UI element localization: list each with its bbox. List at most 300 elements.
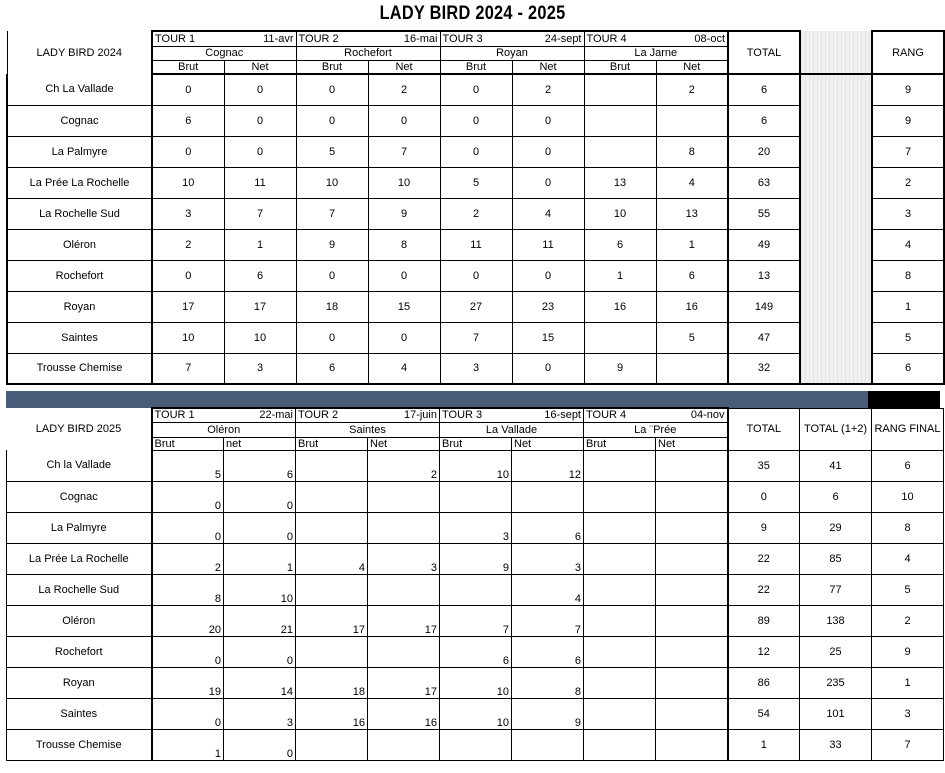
total-cell: 47 — [728, 322, 800, 353]
rang-cell: 9 — [872, 74, 944, 105]
rang-cell: 9 — [872, 105, 944, 136]
score-cell: 27 — [440, 291, 512, 322]
total-cell: 55 — [728, 198, 800, 229]
total-cell: 12 — [728, 636, 800, 667]
score-cell: 17 — [296, 605, 368, 636]
total12-cell: 235 — [800, 667, 872, 698]
score-cell — [440, 574, 512, 605]
score-cell: 2 — [152, 229, 224, 260]
total12-cell: 85 — [800, 543, 872, 574]
score-cell: 1 — [152, 729, 224, 760]
rang-cell: 2 — [872, 167, 944, 198]
total-cell: 13 — [728, 260, 800, 291]
rang-cell: 4 — [872, 229, 944, 260]
brut-label: Brut — [584, 60, 656, 74]
club-name: La Palmyre — [7, 512, 152, 543]
score-cell: 19 — [152, 667, 224, 698]
table-row — [7, 229, 944, 260]
score-cell — [656, 481, 728, 512]
brut-label: Brut — [296, 60, 368, 74]
score-cell: 11 — [512, 229, 584, 260]
total-cell: 149 — [728, 291, 800, 322]
score-cell: 15 — [512, 322, 584, 353]
score-cell: 8 — [512, 667, 584, 698]
score-cell: 0 — [224, 481, 296, 512]
total-cell: 49 — [728, 229, 800, 260]
club-name: Cognac — [7, 105, 152, 136]
club-name: Royan — [7, 667, 152, 698]
score-cell — [296, 729, 368, 760]
score-cell — [584, 322, 656, 353]
score-cell — [584, 698, 656, 729]
score-cell — [440, 481, 512, 512]
tour-label: TOUR 1 — [152, 408, 224, 422]
tour-label: TOUR 3 — [440, 408, 512, 422]
score-cell — [584, 574, 656, 605]
score-cell — [584, 667, 656, 698]
rang-cell: 8 — [872, 260, 944, 291]
table-row — [7, 198, 944, 229]
tour-date: 22-mai — [224, 408, 296, 422]
total-cell: 63 — [728, 167, 800, 198]
score-cell: 9 — [440, 543, 512, 574]
score-cell: 6 — [224, 260, 296, 291]
score-cell: 20 — [152, 605, 224, 636]
score-cell: 7 — [152, 353, 224, 384]
club-name: La Rochelle Sud — [7, 198, 152, 229]
score-cell: 3 — [368, 543, 440, 574]
tour-date: 16-mai — [368, 31, 440, 46]
score-cell: 5 — [440, 167, 512, 198]
tour-label: TOUR 1 — [152, 31, 224, 46]
score-cell — [512, 729, 584, 760]
score-cell: 0 — [296, 322, 368, 353]
score-cell: 6 — [440, 636, 512, 667]
score-cell: 0 — [512, 167, 584, 198]
gray-spacer — [800, 105, 872, 136]
score-cell: 6 — [296, 353, 368, 384]
score-cell: 7 — [512, 605, 584, 636]
gray-spacer — [800, 229, 872, 260]
table-row — [7, 636, 944, 667]
club-name: Cognac — [7, 481, 152, 512]
score-cell — [584, 543, 656, 574]
score-cell: 1 — [656, 229, 728, 260]
score-cell: 3 — [224, 698, 296, 729]
club-name: Royan — [7, 291, 152, 322]
brut-label: Brut — [584, 437, 656, 450]
score-cell: 21 — [224, 605, 296, 636]
score-cell — [656, 605, 728, 636]
score-cell: 7 — [440, 322, 512, 353]
score-cell: 8 — [368, 229, 440, 260]
rang-final-cell: 10 — [872, 481, 944, 512]
score-cell: 5 — [296, 136, 368, 167]
rang-final-cell: 7 — [872, 729, 944, 760]
score-cell — [368, 636, 440, 667]
score-cell: 0 — [440, 136, 512, 167]
table-row — [7, 260, 944, 291]
club-name: Saintes — [7, 698, 152, 729]
table-row — [7, 322, 944, 353]
score-cell: 0 — [152, 512, 224, 543]
score-cell: 2 — [368, 74, 440, 105]
table-label: LADY BIRD 2025 — [35, 423, 122, 435]
gray-spacer — [800, 31, 872, 74]
table-row — [7, 74, 944, 105]
table-row — [7, 729, 944, 760]
score-cell: 0 — [296, 105, 368, 136]
tour-date: 08-oct — [656, 31, 728, 46]
score-cell: 6 — [512, 636, 584, 667]
score-cell — [584, 450, 656, 481]
club-name: La Rochelle Sud — [7, 574, 152, 605]
score-cell — [512, 481, 584, 512]
score-cell: 6 — [152, 105, 224, 136]
score-cell: 10 — [152, 322, 224, 353]
score-cell: 9 — [584, 353, 656, 384]
net-label: Net — [656, 60, 728, 74]
club-name: La Prée La Rochelle — [7, 543, 152, 574]
score-cell — [656, 353, 728, 384]
venue-label: Royan — [440, 46, 584, 60]
total-cell: 20 — [728, 136, 800, 167]
score-cell: 10 — [224, 322, 296, 353]
total-header: TOTAL — [728, 31, 800, 74]
score-cell: 18 — [296, 667, 368, 698]
score-cell — [368, 574, 440, 605]
score-cell: 4 — [512, 574, 584, 605]
net-label: Net — [368, 437, 440, 450]
score-cell — [584, 636, 656, 667]
total-cell: 22 — [728, 543, 800, 574]
table-row — [7, 574, 944, 605]
club-name: Saintes — [7, 322, 152, 353]
table-row — [7, 543, 944, 574]
score-cell — [656, 667, 728, 698]
tour-label: TOUR 4 — [584, 408, 656, 422]
rang-cell: 6 — [872, 353, 944, 384]
gray-spacer — [800, 74, 872, 105]
score-cell: 2 — [656, 74, 728, 105]
score-cell: 10 — [440, 667, 512, 698]
separator-band — [6, 391, 868, 408]
sheet-title: LADY BIRD 2024 - 2025 — [379, 3, 566, 24]
tour-label: TOUR 4 — [584, 31, 656, 46]
club-name: La Prée La Rochelle — [7, 167, 152, 198]
net-label: Net — [512, 60, 584, 74]
score-cell: 16 — [584, 291, 656, 322]
club-name: La Palmyre — [7, 136, 152, 167]
score-cell: 0 — [512, 136, 584, 167]
table-2024 — [6, 30, 945, 385]
rang-final-cell: 9 — [872, 636, 944, 667]
score-cell — [656, 698, 728, 729]
total12-cell: 41 — [800, 450, 872, 481]
total12-cell: 138 — [800, 605, 872, 636]
score-cell — [440, 729, 512, 760]
table-row — [7, 136, 944, 167]
score-cell: 17 — [224, 291, 296, 322]
club-name: Rochefort — [7, 260, 152, 291]
venue-label: La ¨Prée — [584, 422, 728, 437]
score-cell: 2 — [152, 543, 224, 574]
total-cell: 54 — [728, 698, 800, 729]
score-cell: 0 — [152, 698, 224, 729]
club-name: Ch La Vallade — [7, 74, 152, 105]
score-cell: 0 — [368, 322, 440, 353]
total12-cell: 77 — [800, 574, 872, 605]
score-cell — [296, 574, 368, 605]
tour-label: TOUR 2 — [296, 408, 368, 422]
rang-final-cell: 6 — [872, 450, 944, 481]
score-cell — [368, 481, 440, 512]
score-cell: 4 — [656, 167, 728, 198]
rang-final-cell: 4 — [872, 543, 944, 574]
score-cell: 0 — [512, 260, 584, 291]
venue-label: Saintes — [296, 422, 440, 437]
score-cell: 0 — [152, 481, 224, 512]
tour-date: 04-nov — [656, 408, 728, 422]
venue-label: La Vallade — [440, 422, 584, 437]
tour-date: 11-avr — [224, 31, 296, 46]
net-label: net — [224, 437, 296, 450]
total12-cell: 6 — [800, 481, 872, 512]
score-cell: 10 — [368, 167, 440, 198]
score-cell — [368, 512, 440, 543]
score-cell: 4 — [368, 353, 440, 384]
score-cell: 4 — [296, 543, 368, 574]
total12-cell: 33 — [800, 729, 872, 760]
total12-cell: 29 — [800, 512, 872, 543]
score-cell: 0 — [512, 105, 584, 136]
brut-label: Brut — [152, 437, 224, 450]
score-cell: 14 — [224, 667, 296, 698]
score-cell: 9 — [512, 698, 584, 729]
venue-label: Rochefort — [296, 46, 440, 60]
score-cell — [584, 481, 656, 512]
score-cell — [584, 105, 656, 136]
score-cell — [584, 136, 656, 167]
score-cell: 7 — [296, 198, 368, 229]
score-cell: 12 — [512, 450, 584, 481]
score-cell: 10 — [440, 450, 512, 481]
rang-final-header: RANG FINAL — [872, 408, 944, 450]
score-cell — [584, 74, 656, 105]
score-cell: 5 — [152, 450, 224, 481]
score-cell: 1 — [584, 260, 656, 291]
score-cell: 16 — [656, 291, 728, 322]
score-cell: 18 — [296, 291, 368, 322]
tour-label: TOUR 2 — [296, 31, 368, 46]
score-cell: 16 — [296, 698, 368, 729]
score-cell: 6 — [656, 260, 728, 291]
score-cell: 15 — [368, 291, 440, 322]
total-cell: 9 — [728, 512, 800, 543]
score-cell: 6 — [584, 229, 656, 260]
tour-date: 16-sept — [512, 408, 584, 422]
score-cell: 6 — [512, 512, 584, 543]
score-cell: 0 — [440, 74, 512, 105]
tour-date: 17-juin — [368, 408, 440, 422]
club-name: Trousse Chemise — [7, 729, 152, 760]
score-cell: 7 — [368, 136, 440, 167]
score-cell: 7 — [224, 198, 296, 229]
gray-spacer — [800, 291, 872, 322]
total-cell: 32 — [728, 353, 800, 384]
score-cell: 0 — [224, 729, 296, 760]
rang-cell: 7 — [872, 136, 944, 167]
score-cell — [368, 729, 440, 760]
table-row — [7, 481, 944, 512]
total12-cell: 101 — [800, 698, 872, 729]
gray-spacer — [800, 322, 872, 353]
score-cell: 17 — [152, 291, 224, 322]
score-cell — [656, 636, 728, 667]
score-cell: 9 — [368, 198, 440, 229]
total-cell: 35 — [728, 450, 800, 481]
total-cell: 89 — [728, 605, 800, 636]
gray-spacer — [800, 167, 872, 198]
score-cell: 2 — [512, 74, 584, 105]
table-row — [7, 605, 944, 636]
score-cell: 0 — [224, 512, 296, 543]
total-cell: 22 — [728, 574, 800, 605]
score-cell — [584, 605, 656, 636]
score-cell: 0 — [512, 353, 584, 384]
score-cell: 0 — [152, 636, 224, 667]
score-cell — [584, 729, 656, 760]
score-cell: 23 — [512, 291, 584, 322]
table-row — [7, 105, 944, 136]
score-cell — [656, 450, 728, 481]
score-cell: 3 — [152, 198, 224, 229]
score-cell: 0 — [152, 260, 224, 291]
total-cell: 6 — [728, 74, 800, 105]
table-row — [7, 291, 944, 322]
score-cell — [656, 105, 728, 136]
rang-final-cell: 2 — [872, 605, 944, 636]
venue-label: Cognac — [152, 46, 296, 60]
club-name: Ch la Vallade — [7, 450, 152, 481]
club-name: Trousse Chemise — [7, 353, 152, 384]
score-cell: 8 — [656, 136, 728, 167]
score-cell — [656, 543, 728, 574]
score-cell: 0 — [224, 636, 296, 667]
score-cell: 13 — [584, 167, 656, 198]
score-cell: 8 — [152, 574, 224, 605]
brut-label: Brut — [440, 60, 512, 74]
brut-label: Brut — [152, 60, 224, 74]
table-2025 — [6, 407, 944, 761]
score-cell — [656, 729, 728, 760]
rang-cell: 5 — [872, 322, 944, 353]
gray-spacer — [800, 260, 872, 291]
score-cell: 11 — [440, 229, 512, 260]
score-cell: 11 — [224, 167, 296, 198]
total-cell: 6 — [728, 105, 800, 136]
table-row — [7, 167, 944, 198]
club-name: Oléron — [7, 229, 152, 260]
gray-spacer — [800, 136, 872, 167]
score-cell: 17 — [368, 667, 440, 698]
score-cell: 10 — [296, 167, 368, 198]
total-cell: 1 — [728, 729, 800, 760]
venue-label: La Jarne — [584, 46, 728, 60]
table-row — [7, 667, 944, 698]
score-cell: 10 — [152, 167, 224, 198]
score-cell: 0 — [224, 105, 296, 136]
score-cell: 13 — [656, 198, 728, 229]
score-cell: 1 — [224, 229, 296, 260]
score-cell: 16 — [368, 698, 440, 729]
table-label: LADY BIRD 2024 — [7, 31, 152, 74]
table-row — [7, 698, 944, 729]
score-cell: 0 — [224, 136, 296, 167]
net-label: Net — [224, 60, 296, 74]
score-cell: 0 — [296, 74, 368, 105]
score-cell: 3 — [512, 543, 584, 574]
score-cell: 10 — [584, 198, 656, 229]
score-cell: 0 — [152, 136, 224, 167]
score-cell — [296, 450, 368, 481]
score-cell: 0 — [368, 260, 440, 291]
rang-final-cell: 1 — [872, 667, 944, 698]
score-cell: 3 — [440, 353, 512, 384]
club-name: Rochefort — [7, 636, 152, 667]
score-cell: 0 — [440, 105, 512, 136]
score-cell — [584, 512, 656, 543]
table-row — [7, 450, 944, 481]
table-row — [7, 353, 944, 384]
total-header: TOTAL — [728, 408, 800, 450]
net-label: Net — [656, 437, 728, 450]
score-cell: 3 — [440, 512, 512, 543]
tour-label: TOUR 3 — [440, 31, 512, 46]
score-cell: 0 — [224, 74, 296, 105]
separator-band-black — [868, 391, 940, 408]
rang-header: RANG — [872, 31, 944, 74]
total-cell: 0 — [728, 481, 800, 512]
net-label: Net — [512, 437, 584, 450]
score-cell: 10 — [224, 574, 296, 605]
brut-label: Brut — [296, 437, 368, 450]
score-cell — [656, 574, 728, 605]
net-label: Net — [368, 60, 440, 74]
score-cell: 1 — [224, 543, 296, 574]
club-name: Oléron — [7, 605, 152, 636]
score-cell: 2 — [368, 450, 440, 481]
tour-date: 24-sept — [512, 31, 584, 46]
rang-final-cell: 3 — [872, 698, 944, 729]
gray-spacer — [800, 353, 872, 384]
score-cell — [296, 636, 368, 667]
score-cell: 4 — [512, 198, 584, 229]
table-row — [7, 512, 944, 543]
total12-cell: 25 — [800, 636, 872, 667]
score-cell — [656, 512, 728, 543]
score-cell — [296, 481, 368, 512]
score-cell: 0 — [440, 260, 512, 291]
rang-final-cell: 5 — [872, 574, 944, 605]
rang-cell: 3 — [872, 198, 944, 229]
score-cell: 10 — [440, 698, 512, 729]
score-cell: 7 — [440, 605, 512, 636]
brut-label: Brut — [440, 437, 512, 450]
score-cell: 6 — [224, 450, 296, 481]
score-cell: 0 — [296, 260, 368, 291]
venue-label: Oléron — [152, 422, 296, 437]
